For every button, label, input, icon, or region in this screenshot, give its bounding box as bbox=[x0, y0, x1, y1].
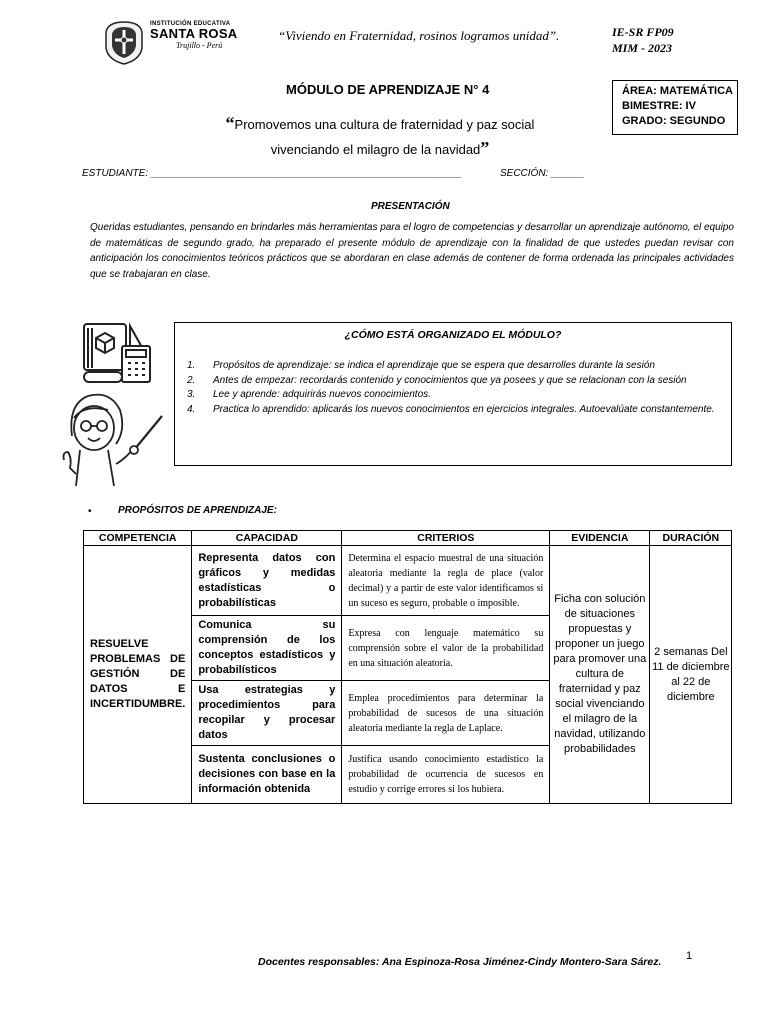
capacidad-cell: Comunica su comprensión de los conceptos estadísticos y probabilísticos bbox=[192, 616, 342, 681]
bimestre-label: BIMESTRE: IV bbox=[622, 100, 696, 112]
area-label: ÁREA: MATEMÁTICA bbox=[622, 85, 734, 97]
open-quote: “ bbox=[225, 113, 235, 133]
section-field[interactable]: SECCIÓN: ______ bbox=[500, 168, 585, 179]
list-item: 1. Propósitos de aprendizaje: se indica el aprendizaje que se espera que desarrolles durante la sesión bbox=[187, 360, 655, 371]
presentation-heading: PRESENTACIÓN bbox=[371, 201, 450, 212]
institution-name: SANTA ROSA bbox=[150, 26, 238, 41]
code-line-2: MIM - 2023 bbox=[612, 41, 673, 55]
teacher-icon bbox=[50, 318, 172, 488]
header-competencia: COMPETENCIA bbox=[84, 531, 192, 546]
header-duracion: DURACIÓN bbox=[650, 531, 732, 546]
table-header-row bbox=[84, 531, 732, 546]
subtitle-line-2: vivenciando el milagro de la navidad bbox=[270, 142, 481, 157]
criterio-cell: Expresa con lenguaje matemático su comprensión sobre el valor de la probabilidad en una situación aleatoria. bbox=[342, 616, 550, 681]
list-item: 3. Lee y aprende: adquirirás nuevos conocimientos. bbox=[187, 389, 431, 400]
criterio-cell: Justifica usando conocimiento estadístico la probabilidad de ocurrencia de sucesos en estudio y corrige errores si los hubiera. bbox=[342, 746, 550, 804]
header-capacidad: CAPACIDAD bbox=[192, 531, 342, 546]
school-logo bbox=[100, 18, 240, 66]
institution-label: INSTITUCIÓN EDUCATIVA bbox=[150, 21, 231, 27]
course-info-box bbox=[612, 80, 738, 135]
teacher-illustration bbox=[50, 318, 172, 488]
footer-teachers: Docentes responsables: Ana Espinoza-Rosa Jiménez-Cindy Montero-Sara Sárez. bbox=[258, 956, 662, 968]
criterio-cell: Emplea procedimientos para determinar la probabilidad de sucesos de una situación aleatoria mediante la regla de Laplace. bbox=[342, 681, 550, 746]
list-item: 2. Antes de empezar: recordarás contenido y conocimientos que ya posees y que se relacionan con la sesión bbox=[187, 374, 687, 386]
criterio-cell: Determina el espacio muestral de una situación aleatoria mediante la regla de place (valor decimal) y a partir de este valor identificamos si un suceso es seguro, probable o imposible. bbox=[342, 546, 550, 616]
capacidad-cell: Usa estrategias y procedimientos para recopilar y procesar datos bbox=[192, 681, 342, 746]
purposes-heading: PROPÓSITOS DE APRENDIZAJE: bbox=[118, 505, 277, 516]
school-crest-icon bbox=[100, 18, 148, 66]
bullet-icon: • bbox=[88, 506, 92, 517]
school-motto: “Viviendo en Fraternidad, rosinos logramos unidad”. bbox=[278, 28, 560, 43]
module-subtitle bbox=[190, 112, 570, 162]
module-organization-box bbox=[174, 322, 732, 466]
close-quote: ” bbox=[480, 138, 490, 158]
list-item: 4. Practica lo aprendido: aplicarás los nuevos conocimientos en ejercicios integrales. Autoevalúate constantemente. bbox=[187, 403, 715, 415]
table-row bbox=[84, 546, 732, 616]
capacidad-cell: Representa datos con gráficos y medidas estadísticas o probabilísticas bbox=[192, 546, 342, 616]
organization-title: ¿CÓMO ESTÁ ORGANIZADO EL MÓDULO? bbox=[344, 329, 562, 341]
presentation-text: Queridas estudiantes, pensando en brindarles más herramientas para el logro de competencias y desarrollar un aprendizaje autónomo, el equipo de matemáticas de segundo grado, ha preparado el presente módulo de aprendizaje con la finalidad de que ustedes puedan revisar con anticipación los conocimientos teóricos prácticos que se abordaran en clase además de contener de forma ordenada las principales actividades que se trabajaran en clase. bbox=[90, 222, 734, 280]
institution-place: Trujillo - Perú bbox=[176, 41, 223, 50]
module-title: MÓDULO DE APRENDIZAJE N° 4 bbox=[286, 82, 490, 97]
duracion-cell: 2 semanas Del 11 de diciembre al 22 de diciembre bbox=[650, 546, 732, 804]
page-number: 1 bbox=[686, 950, 693, 962]
evidencia-cell: Ficha con solución de situaciones propuestas y proponer un juego para promover una cultura de fraternidad y paz social vivenciando el milagro de la navidad, utilizando probabilidades bbox=[550, 546, 650, 804]
subtitle-line-1: Promovemos una cultura de fraternidad y paz social bbox=[234, 117, 535, 132]
learning-purposes-table bbox=[83, 530, 732, 804]
competencia-cell: RESUELVE PROBLEMAS DE GESTIÓN DE DATOS E INCERTIDUMBRE. bbox=[84, 546, 192, 804]
organization-list bbox=[187, 359, 721, 417]
grado-label: GRADO: SEGUNDO bbox=[622, 115, 726, 127]
header-evidencia: EVIDENCIA bbox=[550, 531, 650, 546]
student-field[interactable]: ESTUDIANTE: ________________________________________________________ bbox=[82, 168, 463, 179]
code-line-1: IE-SR FP09 bbox=[612, 25, 674, 39]
capacidad-cell: Sustenta conclusiones o decisiones con base en la información obtenida bbox=[192, 746, 342, 804]
header-criterios: CRITERIOS bbox=[342, 531, 550, 546]
document-code bbox=[612, 24, 674, 56]
